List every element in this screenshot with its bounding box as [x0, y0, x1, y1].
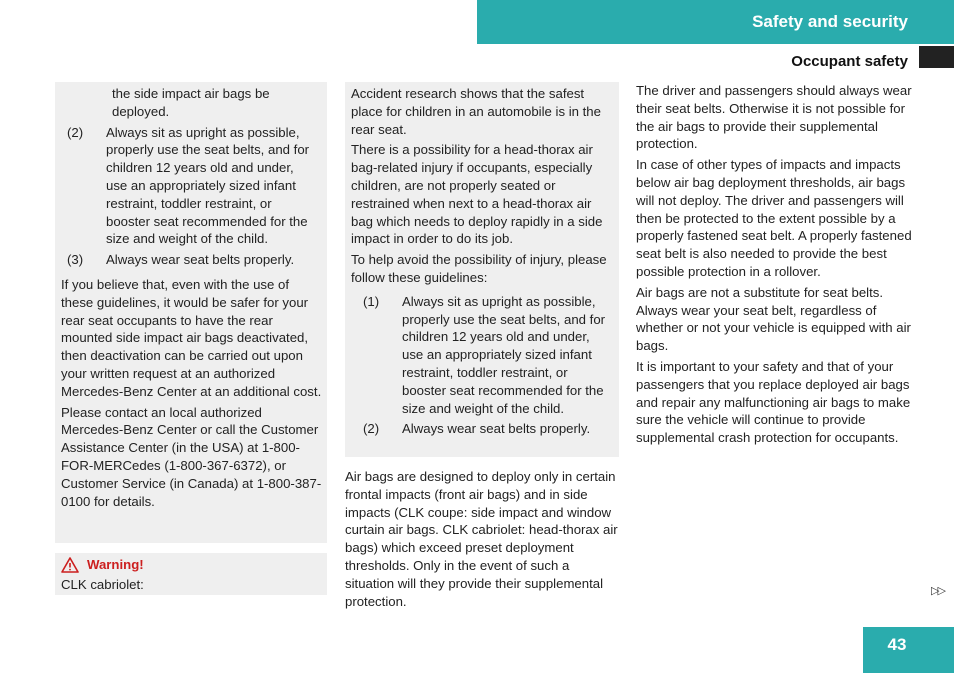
col2-box-content	[351, 85, 615, 441]
paragraph: Please contact an local authorized Mercedes-Benz Center or call the Customer Assistance Center (in the USA) at 1-800-FOR-MERCedes (1-800-367-6372), or Customer Service (in Canada) at 1-800-387-0100 for details.	[61, 404, 322, 509]
thumb-tab	[919, 46, 954, 68]
list-item	[351, 293, 615, 418]
continue-arrows-icon: ▷▷	[931, 585, 944, 597]
paragraph: Accident research shows that the safest place for children in an automobile is in the rear seat.	[351, 86, 601, 137]
list-item	[55, 124, 323, 249]
list-item-number: (1)	[363, 293, 380, 309]
paragraph: If you believe that, even with the use of these guidelines, it would be safer for your rear seat occupants to have the rear mounted side impact air bags deactivated, then deactivation can be carried out upon your written request at an authorized Mercedes-Benz Center at an additional cost.	[61, 276, 322, 399]
paragraph: In case of other types of impacts and impacts below air bag deployment thresholds, air bags will not deploy. The driver and passengers will then be protected to the extent possible by a properly fastened seat belt. A properly fastened seat belt is also needed to provide the best possible protection in a rollover.	[636, 157, 912, 279]
page-number: 43	[887, 635, 907, 654]
list-item	[351, 420, 615, 438]
list-item-text: Always wear seat belts properly.	[106, 252, 295, 268]
list-item-number: (3)	[67, 252, 84, 268]
list-item-number: (2)	[67, 124, 84, 140]
col3-text	[636, 82, 912, 450]
warning-text: CLK cabriolet:	[61, 576, 144, 592]
list-item-text: Always wear seat belts properly.	[402, 421, 591, 437]
list-item-number: (2)	[363, 421, 380, 437]
list-item-text: Always sit as upright as possible, properly use the seat belts, and for children 12 years old and under, use an appropriately sized infant restraint, toddler restraint, or booster seat recommended for the size and weight of the child.	[402, 293, 606, 416]
list-item	[55, 251, 323, 269]
paragraph: Air bags are designed to deploy only in certain frontal impacts (front air bags) and in side impacts (CLK coupe: side impact and window curtain air bags. CLK cabriolet: head-thorax air bags) which exceed preset deployment thresholds. Only in the event of such a situation will they provide their supplemental protection.	[345, 469, 618, 609]
list-item-text: Always sit as upright as possible, properly use the seat belts, and for children 12 years old and under, use an appropriately sized infant restraint, toddler restraint, or booster seat recommended for the size and weight of the child.	[106, 124, 310, 247]
paragraph: Air bags are not a substitute for seat belts. Always wear your seat belt, regardless of whether or not your vehicle is equipped with air bags.	[636, 284, 911, 354]
warning-triangle-icon	[61, 557, 87, 573]
section-title: Safety and security	[752, 12, 908, 31]
section-header-bar	[477, 0, 954, 44]
warning-content	[61, 556, 323, 597]
warning-label: Warning!	[87, 557, 144, 572]
col1-box-content	[61, 85, 323, 513]
col2-text	[345, 468, 621, 613]
paragraph: To help avoid the possibility of injury, please follow these guidelines:	[351, 252, 607, 285]
paragraph: The driver and passengers should always wear their seat belts. Otherwise it is not possible for the air bags to provide their supplemental protection.	[636, 83, 912, 152]
continued-text: the side impact air bags be deployed.	[112, 86, 270, 119]
warning-heading	[61, 556, 323, 574]
paragraph: There is a possibility for a head-thorax air bag-related injury if occupants, especially children, are not properly seated or restrained when next to a head-thorax air bag which needs to deploy rapidly in a side impact in order to do its job.	[351, 142, 603, 247]
paragraph: It is important to your safety and that of your passengers that you replace deployed air bags and repair any malfunctioning air bags to make sure the vehicle will continue to provide supplemental crash protection for occupants.	[636, 358, 911, 446]
page-number-box	[863, 627, 954, 673]
subsection-title: Occupant safety	[791, 53, 908, 70]
